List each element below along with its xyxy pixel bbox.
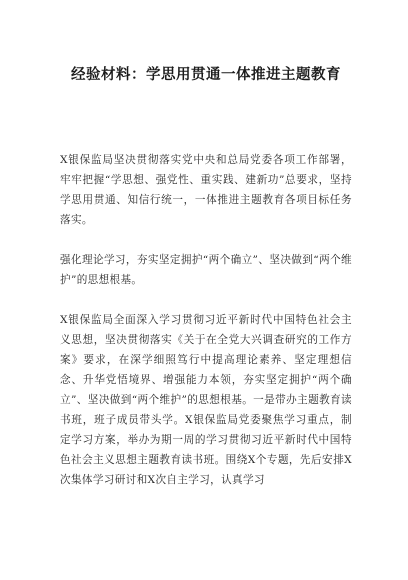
paragraph-intro: X银保监局坚决贯彻落实党中央和总局党委各项工作部署，牢牢把握“学思想、强党性、重实践、建新功”总要求，坚持学思用贯通、知信行统一，一体推进主题教育各项目标任务落实。	[60, 154, 352, 226]
document-title: 经验材料：学思用贯通一体推进主题教育	[71, 67, 341, 83]
paragraph-heading-theory: 强化理论学习，夯实坚定拥护“两个确立”、坚决做到“两个维护”的思想根基。	[60, 254, 352, 286]
paragraph-body-study: X银保监局全面深入学习贯彻习近平新时代中国特色社会主义思想，坚决贯彻落实《关于在全党大兴调查研究的工作方案》要求，在深学细照笃行中提高理论素养、坚定理想信念、升华党悟境界、增强能力本领，夯实坚定拥护“两个确立”、坚决做到“两个维护”的思想根基。一是带办主题教育读书班，班子成员带头学。X银保监局党委聚焦学习重点，制定学习方案，举办为期一周的学习贯彻习近平新时代中国特色社会主义思想主题教育读书班。围绕X个专题，先后安排X次集体学习研讨和X次自主学习，认真学习	[60, 314, 352, 486]
